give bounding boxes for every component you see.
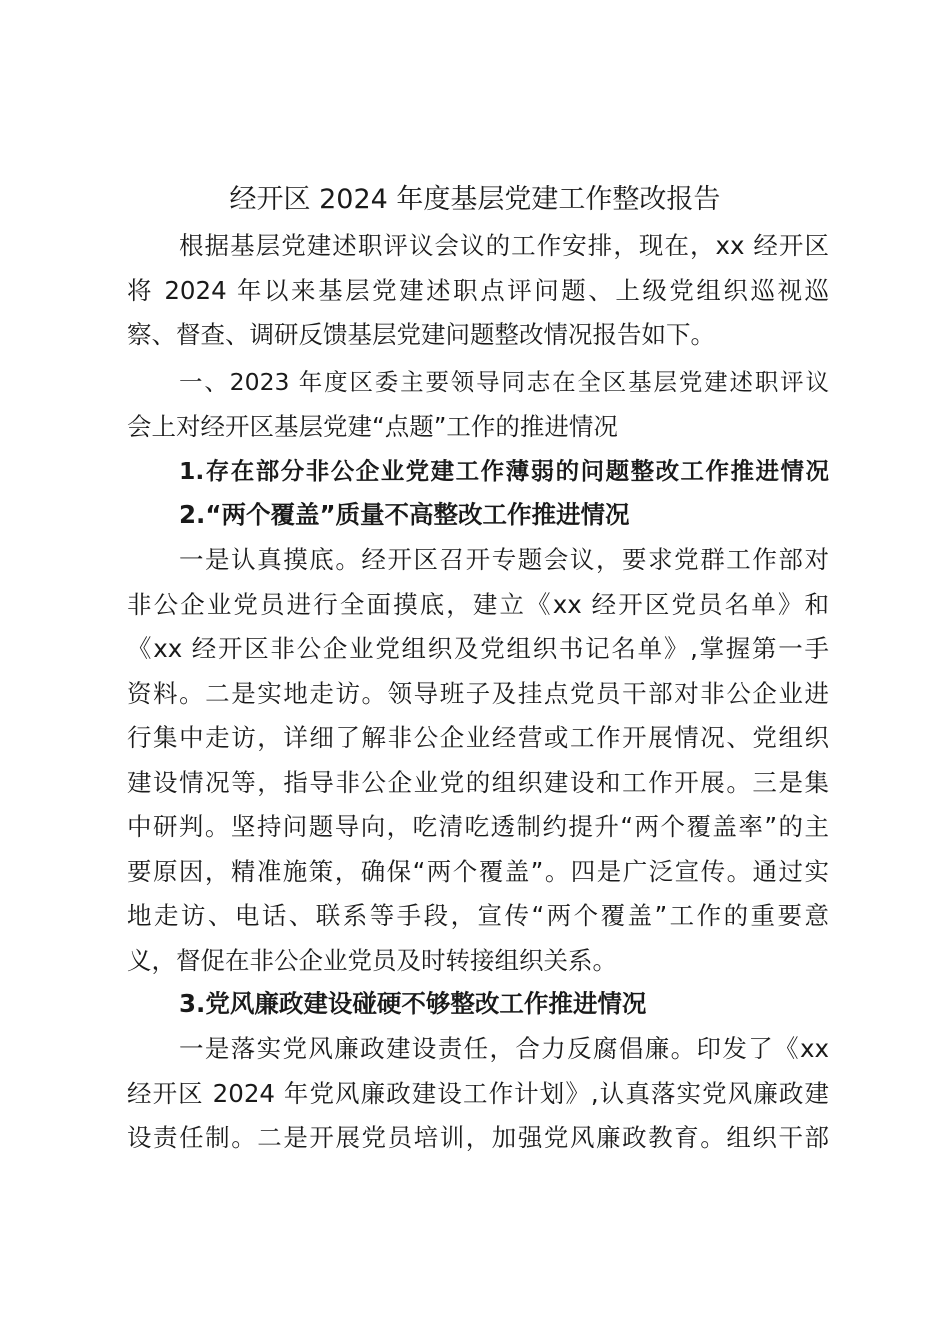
paragraph-line: 一是落实党风廉政建设责任，合力反腐倡廉。印发了《xx	[179, 1034, 829, 1063]
section-heading-line: 一、2023 年度区委主要领导同志在全区基层党建述职评议	[179, 368, 829, 396]
subheading-2	[127, 493, 829, 538]
subheading-line: 2.“两个覆盖”质量不高整改工作推进情况	[179, 500, 630, 529]
paragraph-line: 建设情况等，指导非公企业党的组织建设和工作开展。三是集	[127, 767, 829, 797]
subheading-line: 1.存在部分非公企业党建工作薄弱的问题整改工作推进情况	[179, 457, 829, 485]
paragraph-line: 察、督查、调研反馈基层党建问题整改情况报告如下。	[127, 320, 715, 349]
paragraph-line: 中研判。坚持问题导向，吃清吃透制约提升“两个覆盖率”的主	[127, 812, 829, 841]
paragraph-line: 根据基层党建述职评议会议的工作安排，现在，xx 经开区	[179, 231, 829, 260]
paragraph-line: 义，督促在非公企业党员及时转接组织关系。	[127, 945, 617, 975]
section-heading-1	[127, 360, 829, 449]
paragraph-line: 资料。二是实地走访。领导班子及挂点党员干部对非公企业进	[127, 678, 829, 708]
paragraph-line: 《xx 经开区非公企业党组织及党组织书记名单》,掌握第一手	[127, 634, 829, 663]
subheading-3	[127, 982, 829, 1027]
body-paragraph-2	[127, 538, 829, 983]
section-heading-line: 会上对经开区基层党建“点题”工作的推进情况	[127, 411, 618, 441]
paragraph-line: 设责任制。二是开展党员培训，加强党风廉政教育。组织干部	[127, 1123, 829, 1152]
body-paragraph-3	[127, 1027, 829, 1161]
subheading-1	[127, 449, 829, 494]
paragraph-line: 将 2024 年以来基层党建述职点评问题、上级党组织巡视巡	[127, 275, 829, 305]
intro-paragraph	[127, 224, 829, 358]
paragraph-line: 地走访、电话、联系等手段，宣传“两个覆盖”工作的重要意	[127, 901, 829, 930]
paragraph-line: 要原因，精准施策，确保“两个覆盖”。四是广泛宣传。通过实	[127, 856, 829, 886]
paragraph-line: 一是认真摸底。经开区召开专题会议，要求党群工作部对	[179, 545, 829, 574]
paragraph-line: 非公企业党员进行全面摸底，建立《xx 经开区党员名单》和	[127, 589, 829, 619]
subheading-line: 3.党风廉政建设碰硬不够整改工作推进情况	[179, 989, 647, 1018]
paragraph-line: 行集中走访，详细了解非公企业经营或工作开展情况、党组织	[127, 723, 829, 752]
document-title: 经开区 2024 年度基层党建工作整改报告	[229, 184, 721, 215]
paragraph-line: 经开区 2024 年党风廉政建设工作计划》,认真落实党风廉政建	[127, 1078, 829, 1108]
